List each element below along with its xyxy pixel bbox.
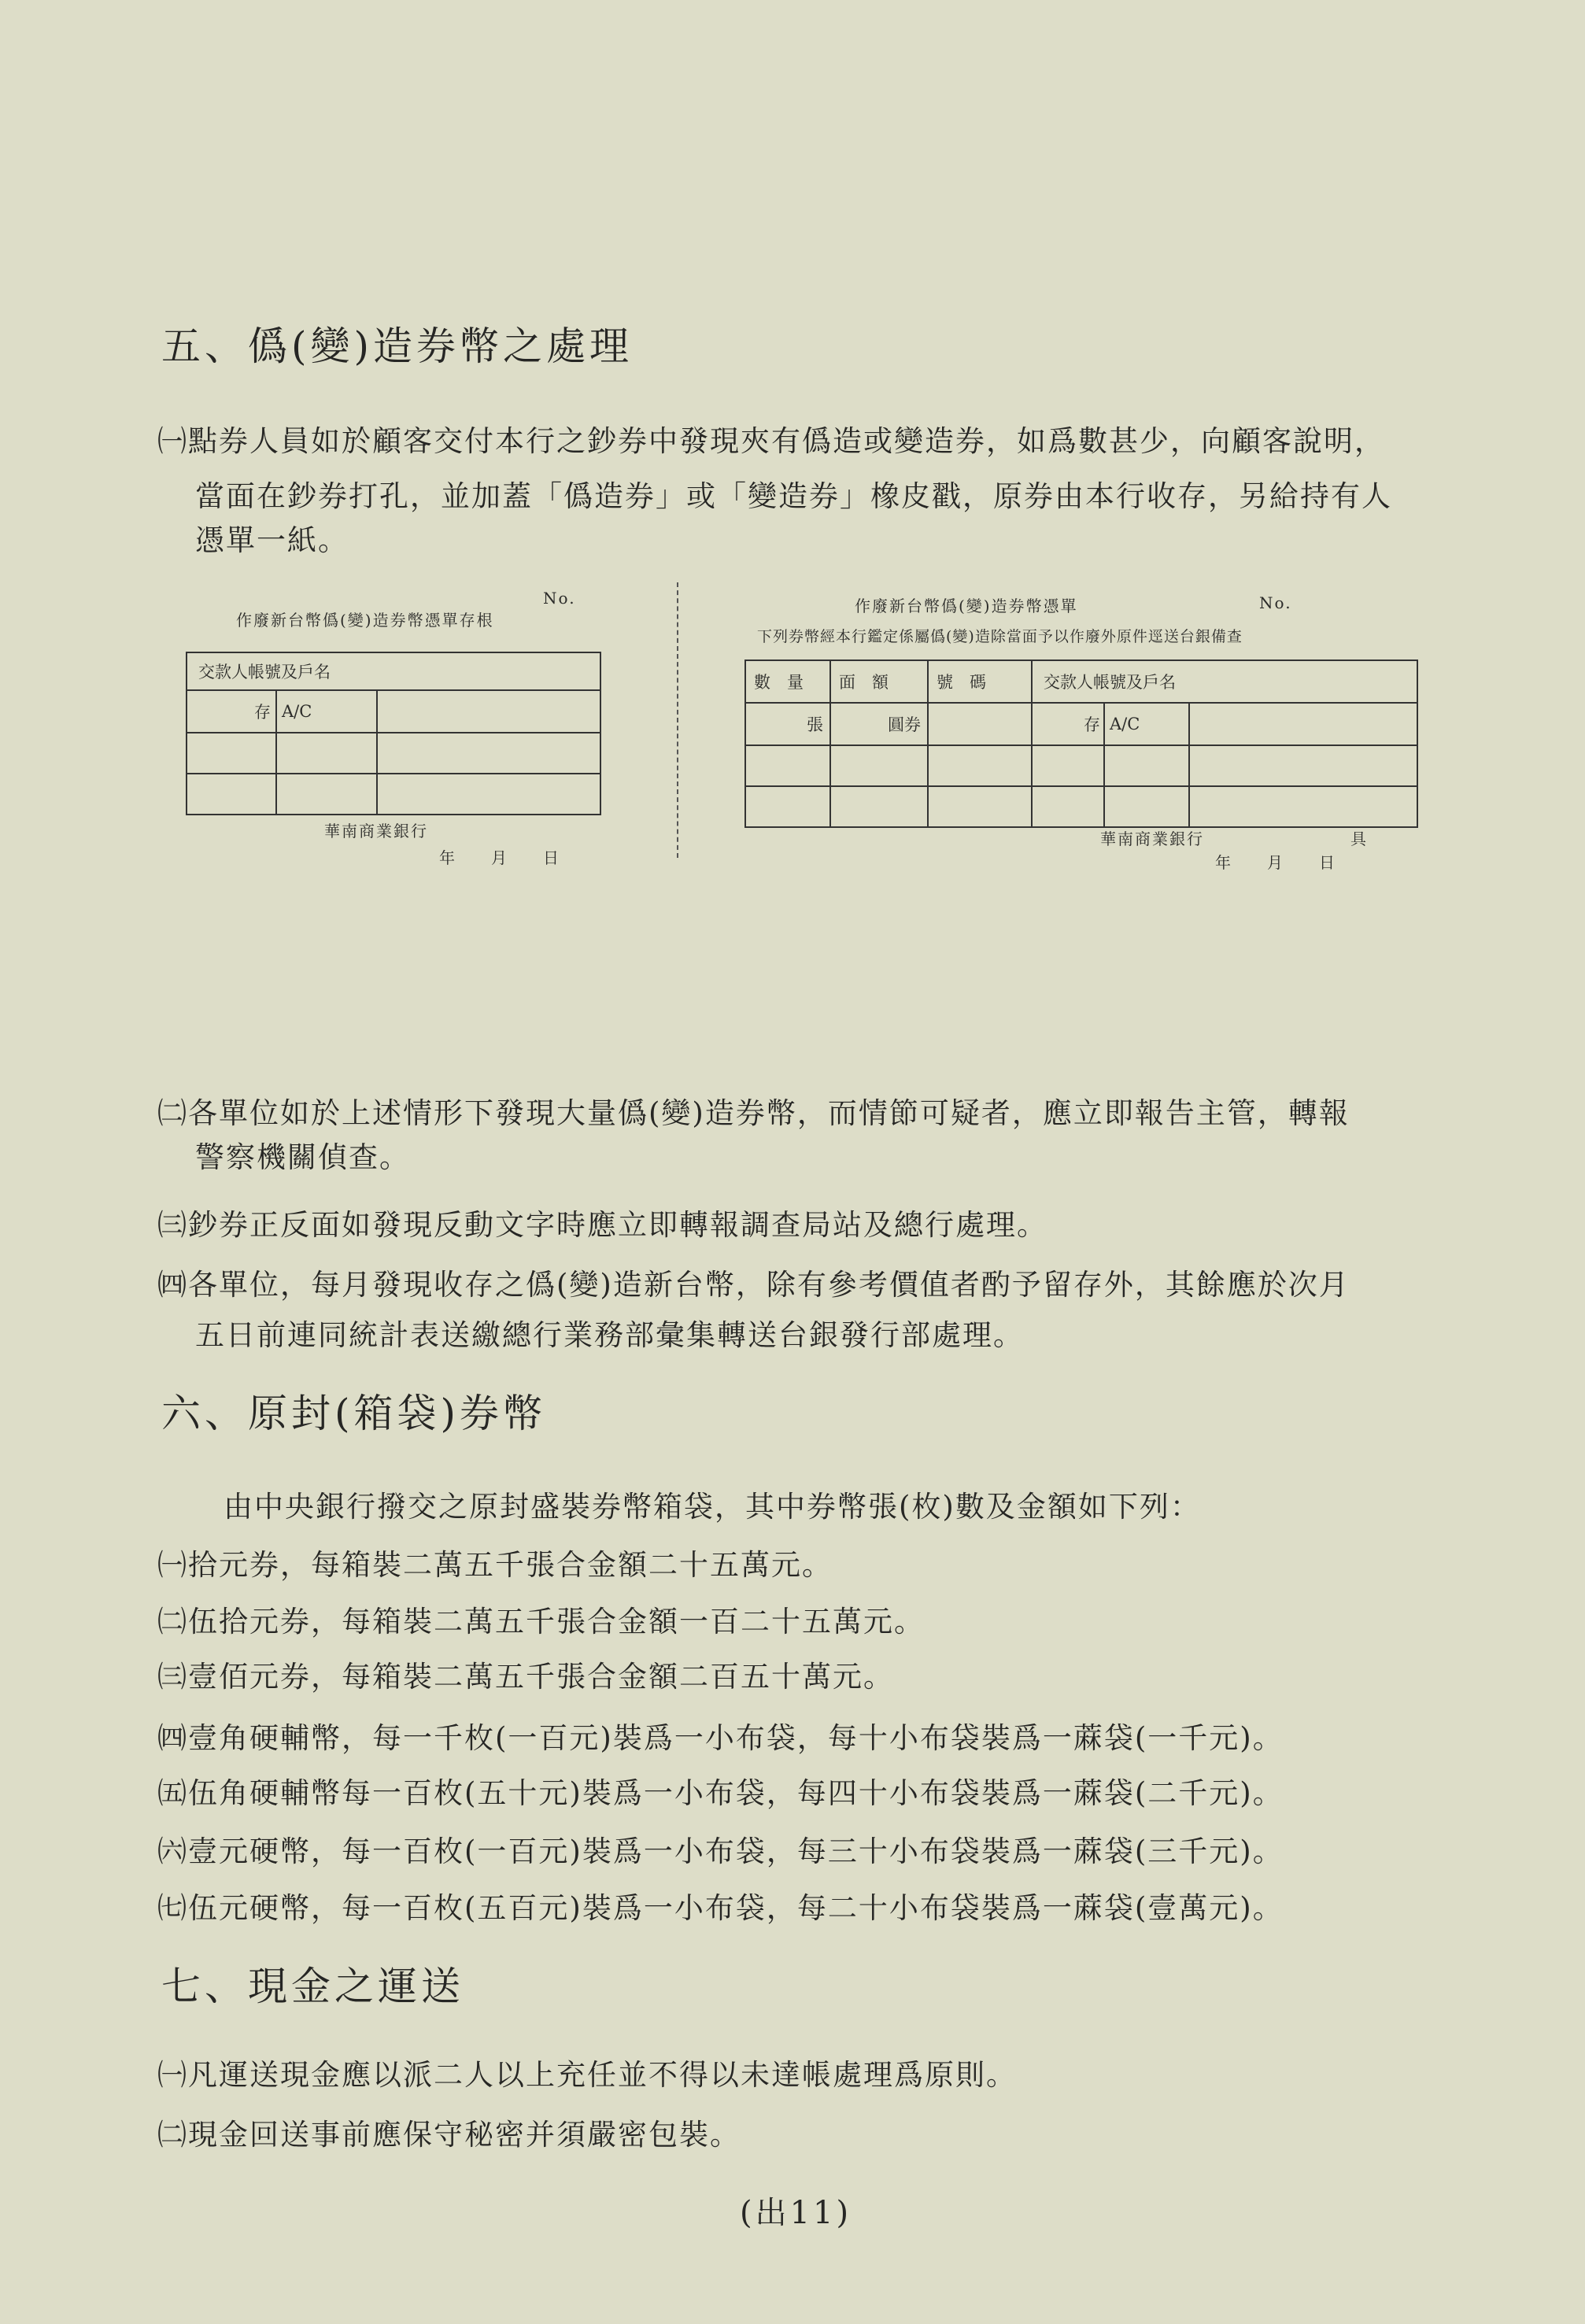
stub-table <box>186 652 601 815</box>
voucher-col-account: 交款人帳號及戶名 <box>1032 660 1417 703</box>
voucher-title: 作廢新台幣僞(變)造券幣憑單 <box>855 597 1078 615</box>
voucher-no-label: No. <box>1259 593 1292 612</box>
section6-item: ㈥壹元硬幣，每一百枚(一百元)裝爲一小布袋，每三十小布袋裝爲一蔴袋(三千元)。 <box>157 1834 1284 1868</box>
voucher-unit-yuan: 圓券 <box>830 703 928 745</box>
section5-p2-line1: ㈡各單位如於上述情形下發現大量僞(變)造券幣，而情節可疑者，應立即報告主管，轉報 <box>157 1096 1350 1130</box>
stub-bank-name: 華南商業銀行 <box>324 822 428 841</box>
section5-p1-line2: 當面在鈔券打孔，並加蓋「僞造券」或「變造券」橡皮戳，原券由本行收存，另給持有人 <box>195 479 1392 513</box>
section6-item: ㈤伍角硬輔幣每一百枚(五十元)裝爲一小布袋，每四十小布袋裝爲一蔴袋(二千元)。 <box>157 1776 1284 1810</box>
stub-header-cell: 交款人帳號及戶名 <box>187 652 600 690</box>
voucher-bank-name: 華南商業銀行 <box>1100 829 1204 848</box>
section6-intro: 由中央銀行撥交之原封盛裝券幣箱袋，其中券幣張(枚)數及金額如下列： <box>224 1490 1201 1524</box>
perforation-line <box>677 582 678 858</box>
section5-p1-line3: 憑單一紙。 <box>195 523 349 557</box>
voucher-deposit-cell: 存 <box>1032 703 1104 745</box>
section5-p1-line1: ㈠點券人員如於顧客交付本行之鈔券中發現夾有僞造或變造券，如爲數甚少，向顧客說明， <box>157 424 1385 458</box>
stub-no-label: No. <box>543 589 576 608</box>
voucher-ac-cell: A/C <box>1104 703 1189 745</box>
voucher-table <box>744 660 1418 828</box>
section6-item: ㈦伍元硬幣，每一百枚(五百元)裝爲一小布袋，每二十小布袋裝爲一蔴袋(壹萬元)。 <box>157 1891 1284 1925</box>
page-number: (出11) <box>740 2195 852 2231</box>
section5-p4-line2: 五日前連同統計表送繳總行業務部彙集轉送台銀發行部處理。 <box>195 1318 1024 1352</box>
stub-deposit-cell: 存 <box>187 690 276 733</box>
voucher-col-denomination: 面 額 <box>830 660 928 703</box>
voucher-subtitle: 下列券幣經本行鑑定係屬僞(變)造除當面予以作廢外原件逕送台銀備查 <box>757 628 1243 645</box>
section6-item: ㈠拾元券，每箱裝二萬五千張合金額二十五萬元。 <box>157 1548 833 1582</box>
section6-item: ㈡伍拾元券，每箱裝二萬五千張合金額一百二十五萬元。 <box>157 1605 925 1639</box>
section5-p2-line2: 警察機關偵查。 <box>195 1140 410 1174</box>
section7-item: ㈡現金回送事前應保守秘密并須嚴密包裝。 <box>157 2118 741 2152</box>
voucher-col-serial: 號 碼 <box>928 660 1032 703</box>
section5-p4-line1: ㈣各單位，每月發現收存之僞(變)造新台幣，除有參考價值者酌予留存外，其餘應於次月 <box>157 1268 1350 1302</box>
section5-heading: 五、僞(變)造券幣之處理 <box>161 323 634 369</box>
section6-item: ㈣壹角硬輔幣，每一千枚(一百元)裝爲一小布袋，每十小布袋裝爲一蔴袋(一千元)。 <box>157 1721 1284 1755</box>
section6-item: ㈢壹佰元券，每箱裝二萬五千張合金額二百五十萬元。 <box>157 1660 894 1694</box>
voucher-account-cell <box>1189 703 1417 745</box>
section5-p3: ㈢鈔券正反面如發現反動文字時應立即轉報調查局站及總行處理。 <box>157 1208 1047 1242</box>
section6-heading: 六、原封(箱袋)券幣 <box>161 1391 547 1436</box>
voucher-signer: 具 <box>1350 829 1368 848</box>
stub-ac-cell: A/C <box>276 690 377 733</box>
stub-title: 作廢新台幣僞(變)造券幣憑單存根 <box>236 611 494 630</box>
voucher-date-labels: 年 月 日 <box>1215 853 1336 872</box>
voucher-unit-sheets: 張 <box>745 703 830 745</box>
section7-heading: 七、現金之運送 <box>161 1964 464 2009</box>
voucher-col-quantity: 數 量 <box>745 660 830 703</box>
stub-account-cell <box>377 690 600 733</box>
section7-item: ㈠凡運送現金應以派二人以上充任並不得以未達帳處理爲原則。 <box>157 2058 1017 2092</box>
stub-date-labels: 年 月 日 <box>439 848 560 867</box>
